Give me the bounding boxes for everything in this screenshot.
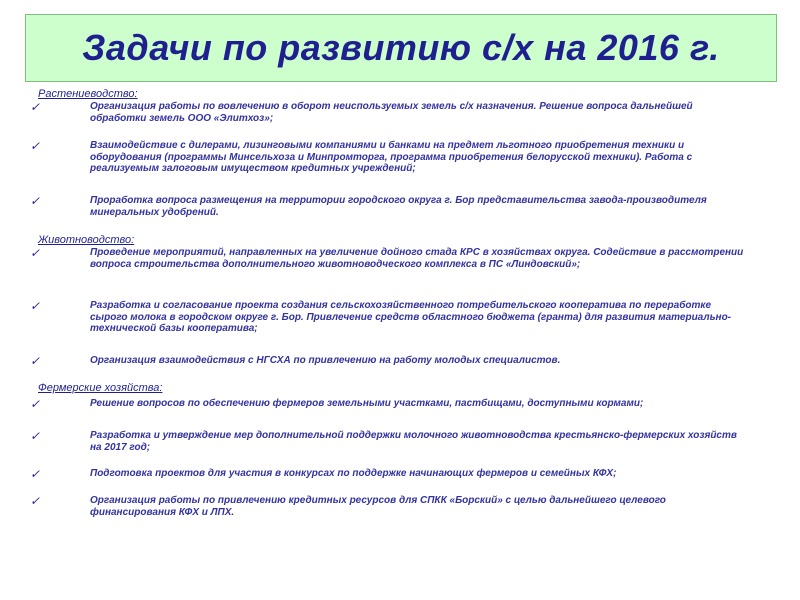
section-heading-livestock: Животноводство:: [38, 234, 135, 246]
checkmark-icon: ✓: [30, 429, 41, 443]
checkmark-icon: ✓: [30, 397, 41, 411]
list-item-text: Организация работы по вовлечению в оборот неиспользуемых земель с/х назначения. Решение вопроса дальнейшей обработки земель ООО «Элитхоз»;: [90, 101, 693, 124]
list-item-text: Проведение мероприятий, направленных на увеличение дойного стада КРС в хозяйствах округа. Содействие в рассмотрении вопроса строительства дополнительного животноводческого комплекса в ПС «Линдовский»;: [90, 247, 744, 270]
checkmark-icon: ✓: [30, 467, 41, 481]
section-heading-crop-production: Растениеводство:: [38, 88, 138, 100]
checkmark-icon: ✓: [30, 246, 41, 260]
checkmark-icon: ✓: [30, 194, 41, 208]
list-item-text: Разработка и утверждение мер дополнительной поддержки молочного животноводства крестьянско-фермерских хозяйств на 2017 год;: [90, 430, 737, 453]
list-item-text: Проработка вопроса размещения на территории городского округа г. Бор представительства завода-производителя минеральных удобрений.: [90, 195, 707, 218]
checkmark-icon: ✓: [30, 100, 41, 114]
slide-title: Задачи по развитию с/х на 2016 г.: [82, 27, 720, 68]
checkmark-icon: ✓: [30, 299, 41, 313]
list-item-text: Организация работы по привлечению кредитных ресурсов для СПКК «Борский» с целью дальнейшего целевого финансирования КФХ и ЛПХ.: [90, 495, 666, 518]
list-item-text: Решение вопросов по обеспечению фермеров земельными участками, пастбищами, доступными кормами;: [90, 398, 644, 409]
checkmark-icon: ✓: [30, 494, 41, 508]
checkmark-icon: ✓: [30, 139, 41, 153]
section-heading-farms: Фермерские хозяйства:: [38, 382, 163, 394]
title-banner: [25, 14, 777, 82]
list-item-text: Подготовка проектов для участия в конкурсах по поддержке начинающих фермеров и семейных КФХ;: [90, 468, 617, 479]
list-item-text: Организация взаимодействия с НГСХА по привлечению на работу молодых специалистов.: [90, 355, 561, 366]
list-item-text: Взаимодействие с дилерами, лизинговыми компаниями и банками на предмет льготного приобретения техники и оборудования (программы Минсельхоза и Минпромторга, программа приобретения белорусской техники). Работа с реализуемым залоговым имуществом кредитных учреждений;: [90, 140, 693, 174]
list-item-text: Разработка и согласование проекта создания сельскохозяйственного потребительского кооператива по переработке сырого молока в городском округе г. Бор. Привлечение средств областного бюджета (гранта) для развития материально-технической базы кооператива;: [90, 300, 732, 334]
checkmark-icon: ✓: [30, 354, 41, 368]
